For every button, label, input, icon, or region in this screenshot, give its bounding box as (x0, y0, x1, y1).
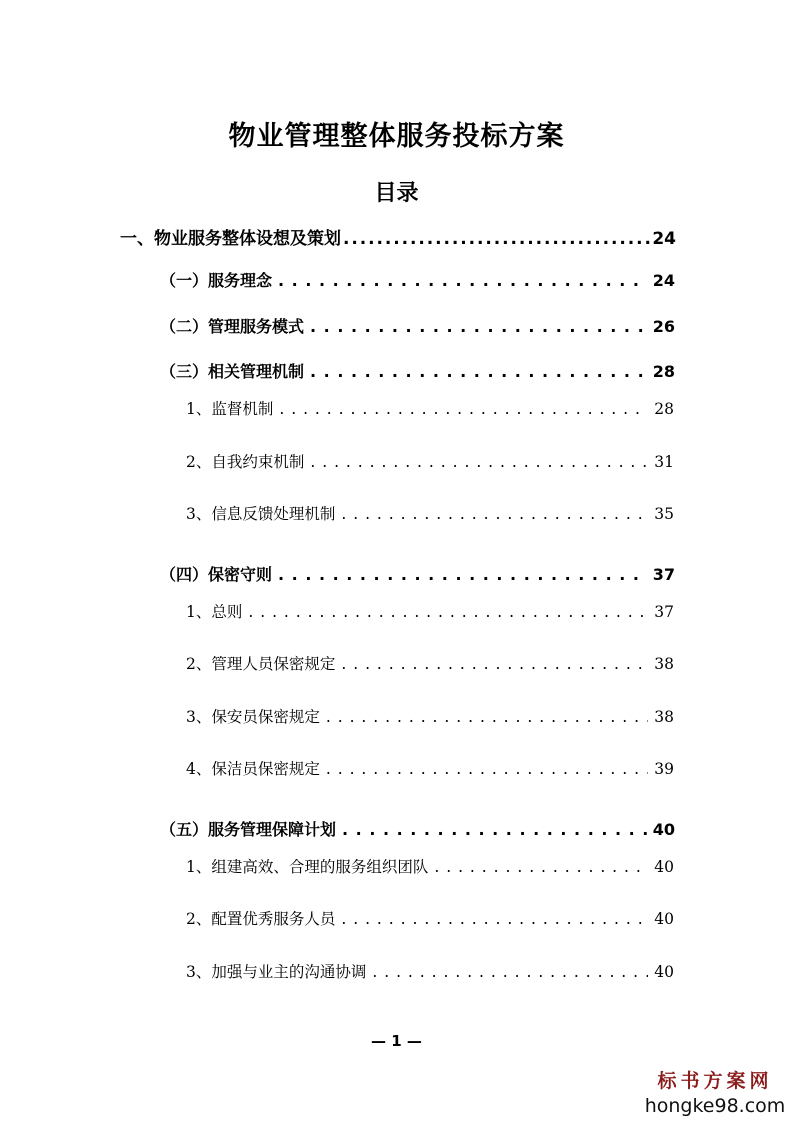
toc-entry[interactable] (160, 314, 675, 337)
toc-leader (278, 565, 647, 584)
watermark-domain: hongke98.com (644, 1095, 786, 1117)
toc-entry[interactable] (160, 359, 675, 382)
toc-entry-label: 2、管理人员保密规定 (186, 655, 336, 673)
toc-entry[interactable] (186, 600, 674, 622)
watermark-logo (640, 1066, 790, 1117)
toc-entry-label: 3、保安员保密规定 (186, 708, 320, 726)
toc-leader (343, 229, 650, 249)
toc-entry-page: 40 (654, 858, 674, 876)
toc-entry-page: 28 (654, 400, 674, 418)
toc-entry[interactable] (186, 652, 674, 674)
toc-entry-page: 35 (654, 505, 674, 523)
toc-entry-label: 2、自我约束机制 (186, 453, 305, 471)
toc-leader (326, 760, 648, 778)
toc-entry-label: 3、加强与业主的沟通协调 (186, 963, 367, 981)
toc-leader (310, 453, 648, 471)
toc-leader (341, 655, 648, 673)
toc-entry-label: 1、组建高效、合理的服务组织团队 (186, 858, 429, 876)
toc-entry-page: 40 (654, 910, 674, 928)
toc-entry-page: 37 (654, 603, 674, 621)
toc-leader (341, 505, 648, 523)
toc-entry[interactable] (186, 705, 674, 727)
toc-leader (248, 603, 648, 621)
watermark-brand: 标书方案网 (657, 1070, 773, 1092)
toc-entry-label: （五）服务管理保障计划 (160, 820, 337, 839)
toc-heading: 目录 (374, 181, 419, 206)
toc-entry-page: 38 (654, 708, 674, 726)
toc-entry-label: （四）保密守则 (160, 565, 273, 584)
toc-entry-page: 38 (654, 655, 674, 673)
toc-entry[interactable] (186, 855, 674, 877)
toc-entry-page: 28 (652, 362, 675, 381)
toc-entry[interactable] (186, 502, 674, 524)
toc-entry-label: （三）相关管理机制 (160, 362, 305, 381)
toc-entry[interactable] (186, 757, 674, 779)
page-number: — 1 — (371, 1032, 422, 1050)
toc-entry-label: 4、保洁员保密规定 (186, 760, 320, 778)
toc-leader (434, 858, 648, 876)
toc-entry-page: 31 (654, 453, 674, 471)
toc-entry[interactable] (186, 397, 674, 419)
toc-entry-label: 1、监督机制 (186, 400, 274, 418)
toc-entry-label: （一）服务理念 (160, 271, 273, 290)
toc-entry-label: 3、信息反馈处理机制 (186, 505, 336, 523)
toc-leader (310, 362, 647, 381)
document-title: 物业管理整体服务投标方案 (228, 121, 565, 152)
toc-entry-label: （二）管理服务模式 (160, 317, 305, 336)
toc-entry-page: 39 (654, 760, 674, 778)
toc-leader (342, 820, 647, 839)
toc-leader (310, 317, 647, 336)
toc-entry[interactable] (186, 450, 674, 472)
toc-entry-page: 40 (654, 963, 674, 981)
toc-entry-label: 1、总则 (186, 603, 243, 621)
toc-entry[interactable] (120, 224, 676, 249)
toc-entry-page: 37 (652, 565, 675, 584)
toc-leader (341, 910, 648, 928)
toc-entry-page: 24 (652, 271, 675, 290)
toc-leader (278, 271, 647, 290)
toc-entry-page: 24 (652, 229, 676, 249)
toc-entry[interactable] (160, 268, 675, 291)
toc-leader (279, 400, 648, 418)
toc-entry[interactable] (160, 562, 675, 585)
toc-entry[interactable] (160, 817, 675, 840)
toc-entry-label: 一、物业服务整体设想及策划 (120, 229, 341, 249)
toc-leader (372, 963, 648, 981)
toc-entry-page: 40 (652, 820, 675, 839)
toc-entry-page: 26 (652, 317, 675, 336)
toc-entry-label: 2、配置优秀服务人员 (186, 910, 336, 928)
toc-entry[interactable] (186, 960, 674, 982)
toc-leader (326, 708, 648, 726)
toc-entry[interactable] (186, 907, 674, 929)
